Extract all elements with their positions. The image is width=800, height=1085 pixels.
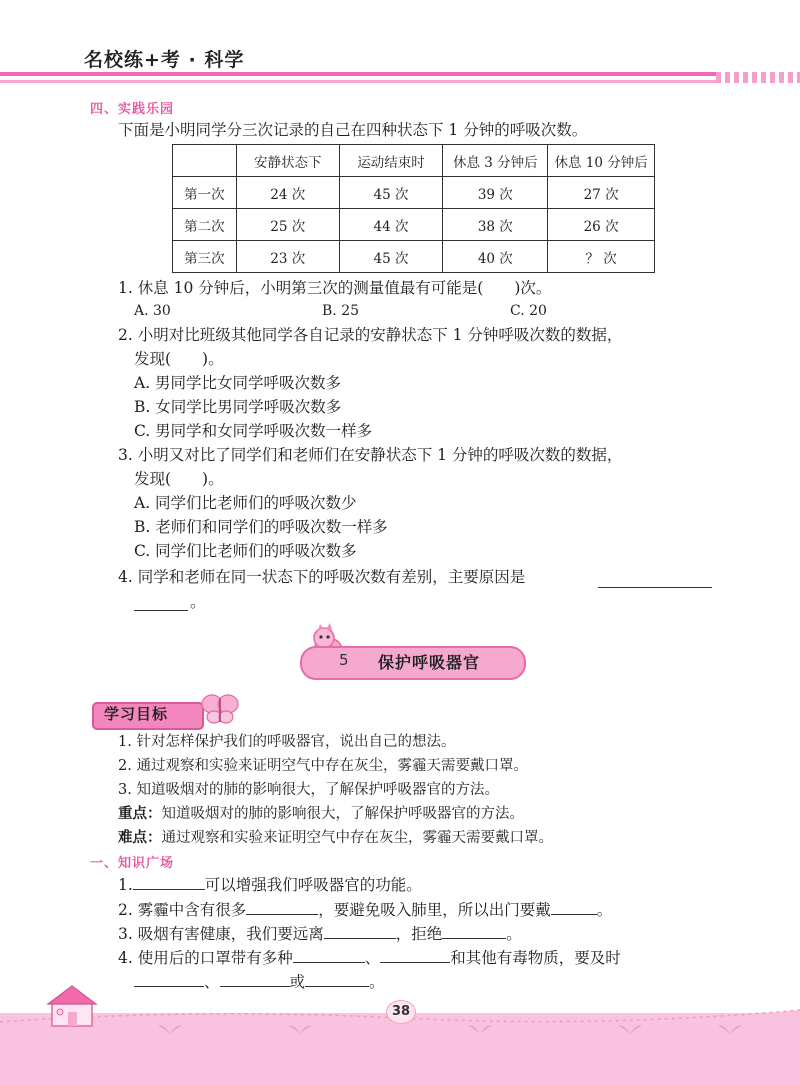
table-cell: 第二次	[173, 209, 237, 241]
key-point-text: 知道吸烟对的肺的影响很大，了解保护呼吸器官的方法。	[161, 806, 524, 822]
fill-text: 和其他有毒物质，要及时	[450, 949, 621, 967]
fill-line-3	[118, 922, 522, 946]
section-knowledge-label: 一、知识广场	[90, 856, 175, 871]
question-4-stem: 4. 同学和老师在同一状态下的呼吸次数有差别，主要原因是	[118, 568, 526, 586]
table-row	[173, 209, 655, 241]
fill-text: 4. 使用后的口罩带有多种	[118, 949, 293, 967]
table-cell: 40 次	[443, 241, 548, 273]
answer-blank[interactable]	[220, 985, 290, 987]
question-2-stem-cont: 发现( )。	[134, 350, 224, 368]
answer-blank[interactable]	[134, 985, 204, 987]
question-1-stem: 1. 休息 10 分钟后，小明第三次的测量值最有可能是( )次。	[118, 279, 552, 297]
question-2-option-b[interactable]: B. 女同学比男同学呼吸次数多	[134, 398, 342, 416]
butterfly-icon	[200, 692, 240, 726]
fill-text: 。	[369, 973, 385, 991]
table-header-cell: 运动结束时	[339, 145, 443, 177]
difficult-point-label: 难点：	[118, 830, 162, 846]
fill-text: 1.	[118, 876, 133, 894]
answer-blank[interactable]	[598, 586, 712, 588]
goal-item: 1. 针对怎样保护我们的呼吸器官，说出自己的想法。	[118, 734, 456, 750]
question-1-option-b[interactable]: B. 25	[322, 303, 360, 319]
answer-blank[interactable]	[442, 937, 506, 939]
table-cell: 第一次	[173, 177, 237, 209]
learning-goals-label: 学习目标	[104, 705, 169, 723]
answer-blank[interactable]	[246, 913, 318, 915]
answer-blank[interactable]	[551, 913, 597, 915]
practice-intro: 下面是小明同学分三次记录的自己在四种状态下 1 分钟的呼吸次数。	[118, 121, 588, 139]
question-4-end: 。	[190, 593, 206, 611]
key-point	[118, 802, 524, 826]
question-2-stem: 2. 小明对比班级其他同学各自记录的安静状态下 1 分钟呼吸次数的数据，	[118, 326, 623, 344]
fill-text: 、	[364, 949, 381, 967]
question-3-option-b[interactable]: B. 老师们和同学们的呼吸次数一样多	[134, 518, 388, 536]
fill-text: 或	[289, 973, 306, 991]
table-cell: 38 次	[443, 209, 548, 241]
answer-blank[interactable]	[134, 609, 188, 611]
fill-line-4	[118, 946, 621, 970]
question-1-option-a[interactable]: A. 30	[134, 303, 171, 319]
table-header-cell: 安静状态下	[236, 145, 339, 177]
table-cell: 39 次	[443, 177, 548, 209]
fill-text: 。	[506, 925, 522, 943]
breathing-record-table	[172, 144, 655, 273]
goal-item: 3. 知道吸烟对的肺的影响很大，了解保护呼吸器官的方法。	[118, 782, 499, 798]
page-number: 38	[386, 1000, 416, 1024]
question-3-stem-cont: 发现( )。	[134, 470, 224, 488]
table-cell: 27 次	[548, 177, 655, 209]
fill-text: 3. 吸烟有害健康，我们要远离	[118, 925, 324, 943]
difficult-point	[118, 826, 553, 850]
table-cell: 24 次	[236, 177, 339, 209]
question-3-option-a[interactable]: A. 同学们比老师们的呼吸次数少	[134, 494, 357, 512]
fill-text: 。	[596, 901, 613, 919]
table-header-row	[173, 145, 655, 177]
sprout-icons	[150, 1016, 750, 1036]
difficult-point-text: 通过观察和实验来证明空气中存在灰尘，雾霾天需要戴口罩。	[161, 830, 553, 846]
fill-line-2	[118, 898, 612, 922]
fill-line-1	[118, 873, 422, 897]
table-header-cell: 休息 3 分钟后	[443, 145, 548, 177]
table-header-cell: 休息 10 分钟后	[548, 145, 655, 177]
table-cell: 26 次	[548, 209, 655, 241]
table-row	[173, 177, 655, 209]
fill-text: 、	[204, 973, 220, 991]
question-2-option-a[interactable]: A. 男同学比女同学呼吸次数多	[134, 374, 342, 392]
house-icon	[42, 980, 104, 1028]
fill-text: ，要避免吸入肺里，所以出门要戴	[318, 901, 551, 919]
answer-blank[interactable]	[293, 961, 365, 963]
answer-blank[interactable]	[380, 961, 450, 963]
table-row	[173, 241, 655, 273]
question-2-option-c[interactable]: C. 男同学和女同学呼吸次数一样多	[134, 422, 373, 440]
answer-blank[interactable]	[324, 937, 396, 939]
table-cell: 45 次	[339, 177, 443, 209]
question-1-option-c[interactable]: C. 20	[510, 303, 547, 319]
question-3-option-c[interactable]: C. 同学们比老师们的呼吸次数多	[134, 542, 357, 560]
header-stripe	[0, 72, 716, 76]
header-stripe-thin	[0, 80, 716, 83]
fill-text: 可以增强我们呼吸器官的功能。	[204, 876, 422, 894]
table-cell: 45 次	[339, 241, 443, 273]
question-3-stem: 3. 小明又对比了同学们和老师们在安静状态下 1 分钟的呼吸次数的数据，	[118, 446, 623, 464]
table-cell: 44 次	[339, 209, 443, 241]
answer-blank[interactable]	[305, 985, 369, 987]
answer-blank[interactable]	[133, 888, 205, 890]
table-cell: ？ 次	[548, 241, 655, 273]
key-point-label: 重点：	[118, 806, 162, 822]
fill-line-5	[134, 970, 385, 994]
section-practice-label: 四、实践乐园	[90, 102, 175, 117]
lesson-title: 保护呼吸器官	[378, 653, 481, 672]
fill-text: ，拒绝	[395, 925, 443, 943]
header-dots	[716, 72, 800, 83]
lesson-number: 5	[339, 651, 349, 669]
goal-item: 2. 通过观察和实验来证明空气中存在灰尘，雾霾天需要戴口罩。	[118, 758, 528, 774]
table-cell: 第三次	[173, 241, 237, 273]
table-header-cell	[173, 145, 237, 177]
fill-text: 2. 雾霾中含有很多	[118, 901, 247, 919]
table-cell: 23 次	[236, 241, 339, 273]
book-title: 名校练+考 · 科学	[84, 49, 245, 71]
table-cell: 25 次	[236, 209, 339, 241]
